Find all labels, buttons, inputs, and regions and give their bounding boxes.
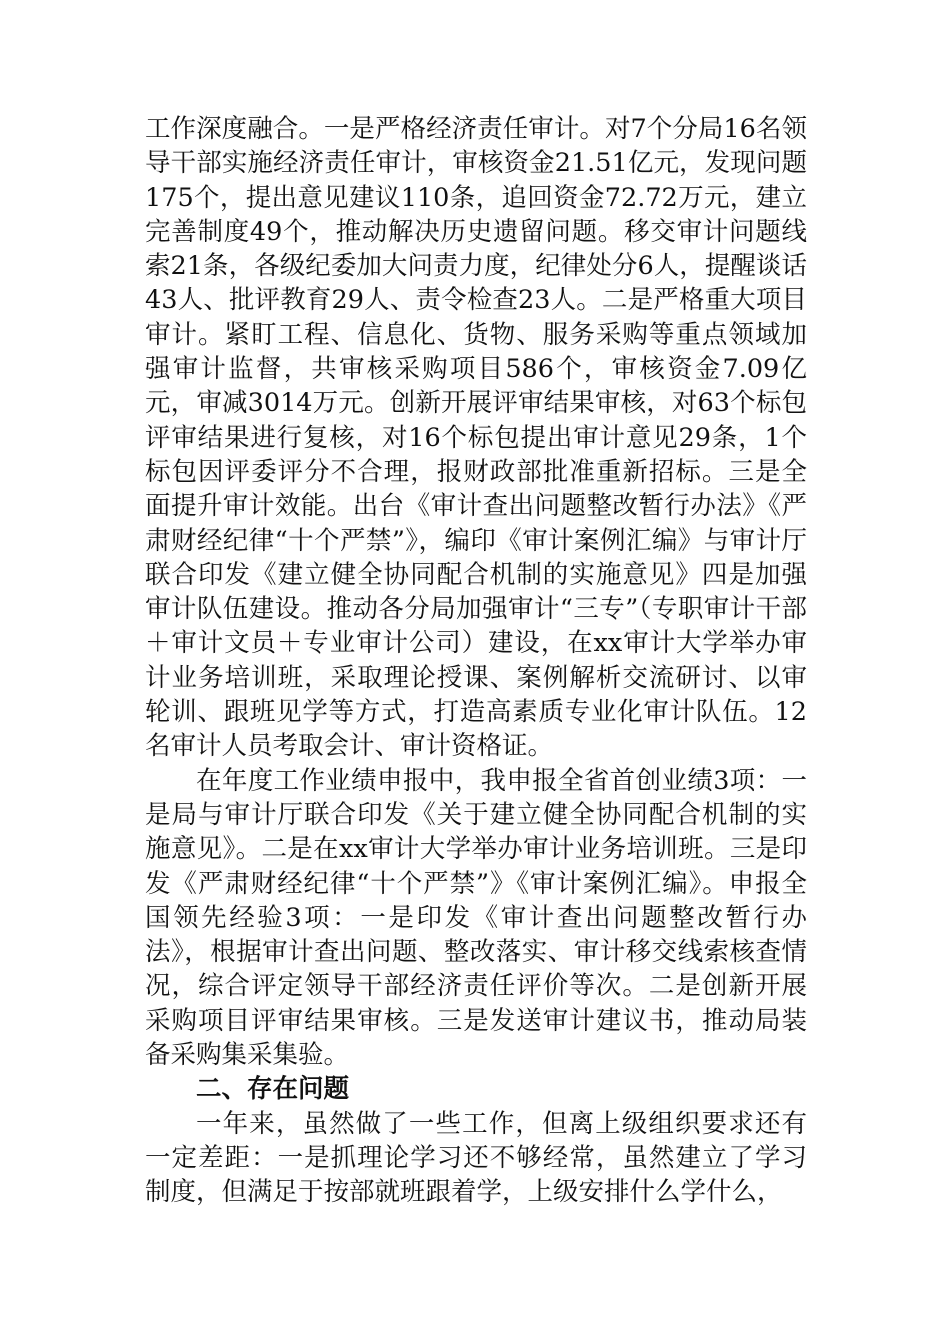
paragraph-performance-report: 在年度工作业绩申报中，我申报全省首创业绩3项：一是局与审计厅联合印发《关于建立健全协同配合机制的实施意见》。二是在xx审计大学举办审计业务培训班。三是印发《严肃财经纪律“十个严禁”》《审计案例汇编》。申报全国领先经验3项：一是印发《审计查出问题整改暂行办法》，根据审计查出问题、整改落实、审计移交线索核查情况，综合评定领导干部经济责任评价等次。二是创新开展采购项目评审结果审核。三是发送审计建议书，推动局装备采购集采集验。 [145, 765, 807, 1071]
paragraph-problems: 一年来，虽然做了一些工作，但离上级组织要求还有一定差距：一是抓理论学习还不够经常，虽然建立了学习制度，但满足于按部就班跟着学，上级安排什么学什么， [145, 1108, 807, 1208]
document-page [145, 112, 807, 1210]
paragraph-audit-work: 工作深度融合。一是严格经济责任审计。对7个分局16名领导干部实施经济责任审计，审核资金21.51亿元，发现问题175个，提出意见建议110条，追回资金72.72万元，建立完善制度49个，推动解决历史遗留问题。移交审计问题线索21条，各级纪委加大问责力度，纪律处分6人，提醒谈话43人、批评教育29人、责令检查23人。二是严格重大项目审计。紧盯工程、信息化、货物、服务采购等重点领域加强审计监督，共审核采购项目586个，审核资金7.09亿元，审减3014万元。创新开展评审结果审核，对63个标包评审结果进行复核，对16个标包提出审计意见29条，1个标包因评委评分不合理，报财政部批准重新招标。三是全面提升审计效能。出台《审计查出问题整改暂行办法》《严肃财经纪律“十个严禁”》，编印《审计案例汇编》与审计厅联合印发《建立健全协同配合机制的实施意见》四是加强审计队伍建设。推动各分局加强审计“三专”（专职审计干部＋审计文员＋专业审计公司）建设，在xx审计大学举办审计业务培训班，采取理论授课、案例解析交流研讨、以审轮训、跟班见学等方式，打造高素质专业化审计队伍。12名审计人员考取会计、审计资格证。 [145, 114, 807, 762]
section-heading-problems: 二、存在问题 [196, 1074, 350, 1105]
